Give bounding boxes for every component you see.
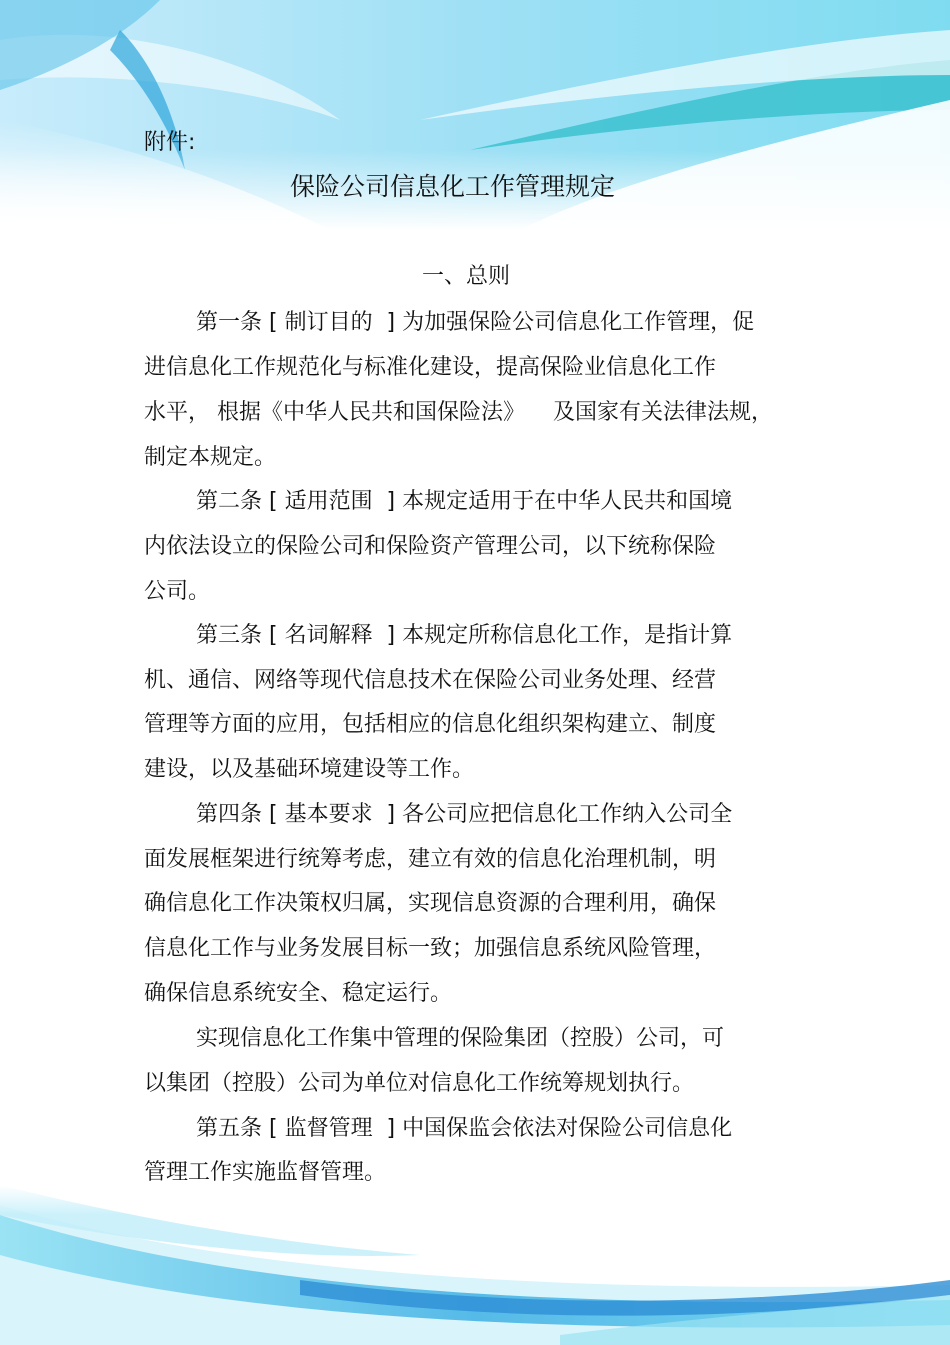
body-line: 以集团（控股）公司为单位对信息化工作统筹规划执行。: [144, 1071, 695, 1096]
body-line: 建设，以及基础环境建设等工作。: [144, 757, 475, 782]
body-line: 管理等方面的应用，包括相应的信息化组织架构建立、制度: [144, 712, 717, 737]
body-line: 公司。: [144, 579, 211, 604]
body-line: 第三条 [ 名词解释 ] 本规定所称信息化工作，是指计算: [196, 623, 733, 648]
body-line: 进信息化工作规范化与标准化建设，提高保险业信息化工作: [144, 355, 717, 380]
body-line: 机、通信、网络等现代信息技术在保险公司业务处理、经营: [144, 668, 717, 693]
body-line: 制定本规定。: [144, 445, 277, 470]
body-line: 确保信息系统安全、稳定运行。: [144, 981, 453, 1006]
body-line: 实现信息化工作集中管理的保险集团（控股）公司，可: [196, 1026, 725, 1051]
body-line: 内依法设立的保险公司和保险资产管理公司，以下统称保险: [144, 534, 717, 559]
body-line: 信息化工作与业务发展目标一致；加强信息系统风险管理，: [144, 936, 717, 961]
attachment-label: 附件:: [144, 130, 196, 155]
body-line: 第四条 [ 基本要求 ] 各公司应把信息化工作纳入公司全: [196, 802, 733, 827]
body-line: 确信息化工作决策权归属，实现信息资源的合理利用，确保: [144, 891, 717, 916]
section-heading: 一、总则: [422, 264, 511, 289]
body-line: 第五条 [ 监督管理 ] 中国保监会依法对保险公司信息化: [196, 1116, 733, 1141]
document-title: 保险公司信息化工作管理规定: [290, 172, 616, 201]
body-line: 面发展框架进行统筹考虑，建立有效的信息化治理机制，明: [144, 847, 717, 872]
body-line: 第二条 [ 适用范围 ] 本规定适用于在中华人民共和国境: [196, 489, 733, 514]
body-line: 第一条 [ 制订目的 ] 为加强保险公司信息化工作管理，促: [196, 310, 755, 335]
body-line: 管理工作实施监督管理。: [144, 1160, 387, 1185]
body-line: 水平， 根据《中华人民共和国保险法》 及国家有关法律法规，: [144, 400, 773, 425]
